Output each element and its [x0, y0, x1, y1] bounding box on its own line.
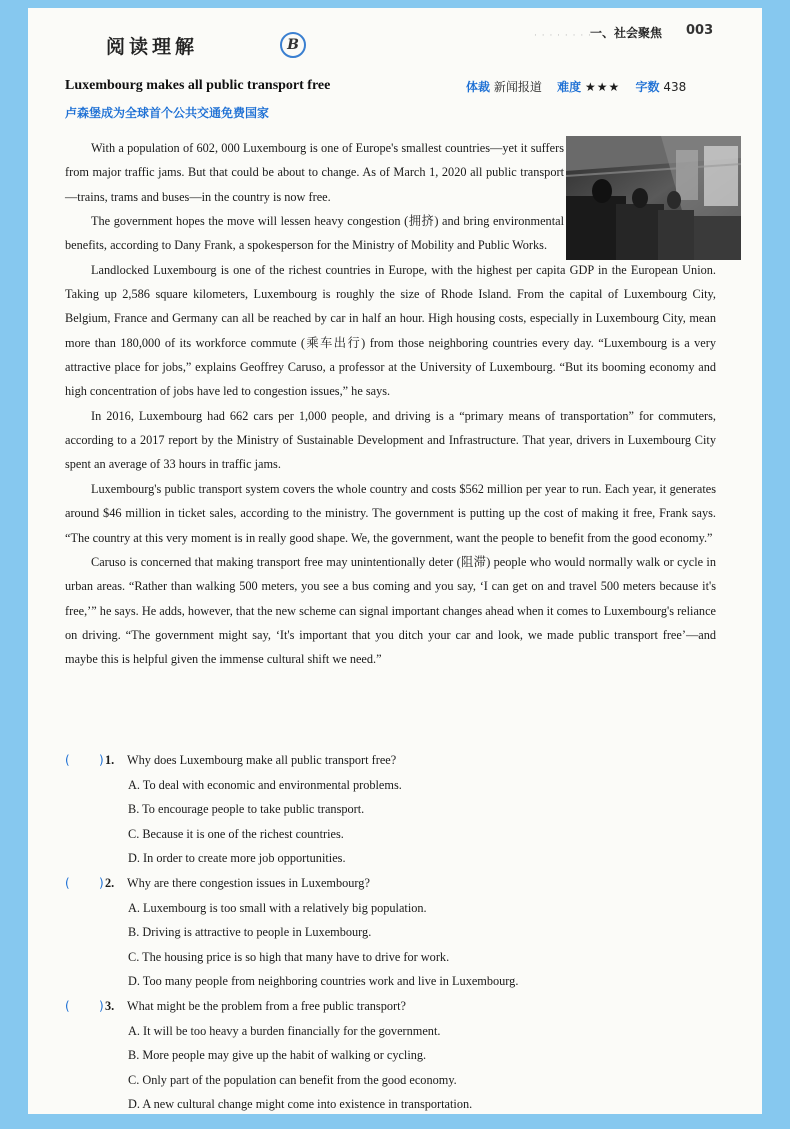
- option: [65, 1043, 735, 1068]
- option-text: B. To encourage people to take public transport.: [128, 802, 365, 817]
- question-text: What might be the problem from a free public transport?: [127, 998, 406, 1013]
- textbook-page: [28, 8, 762, 1114]
- question-1: [65, 748, 735, 773]
- question-2: [65, 871, 735, 896]
- option: [65, 1068, 735, 1093]
- option-text: D. A new cultural change might come into existence in transportation.: [128, 1097, 473, 1112]
- answer-blank[interactable]: [65, 871, 104, 896]
- open-paren: (: [65, 998, 70, 1013]
- answer-blank[interactable]: [65, 748, 104, 773]
- option-text: B. Driving is attractive to people in Luxembourg.: [128, 925, 372, 940]
- option-text: A. Luxembourg is too small with a relatively big population.: [128, 900, 427, 915]
- decorative-dots: · · · · · · · ·: [534, 31, 592, 41]
- option: [65, 1019, 735, 1044]
- option-text: C. The housing price is so high that many have to drive for work.: [128, 949, 450, 964]
- difficulty-label: 难度: [557, 80, 582, 94]
- paragraph: Landlocked Luxembourg is one of the richest countries in Europe, with the highest per capita GDP in the European Union. Taking up 2,586 square kilometers, Luxembourg is roughly the size of Rhode Island. From the capital of Luxembourg City, Belgium, France and Germany can all be reached by car in half an hour. High housing costs, especially in Luxembourg City, mean more than 180,000 of its workforce commute (乘车出行) from those neighboring countries every day. “Luxembourg is a very attractive place for jobs,” explains Geoffrey Caruso, a professor at the University of Luxembourg. “But its booming economy and high concentration of jobs have led to congestion issues,” he says.: [65, 262, 716, 399]
- option: [65, 822, 735, 847]
- question-number: 3.: [105, 998, 115, 1013]
- open-paren: (: [65, 875, 70, 890]
- option: [65, 896, 735, 921]
- open-paren: (: [65, 753, 70, 767]
- close-paren: ): [99, 875, 104, 890]
- page-header: [28, 8, 762, 66]
- genre-label: 体裁: [466, 80, 491, 94]
- article-body: [65, 136, 716, 672]
- option-text: A. To deal with economic and environmental problems.: [128, 777, 402, 792]
- article-meta: [466, 78, 686, 95]
- word-count-value: 438: [663, 80, 687, 94]
- option: [65, 1092, 735, 1117]
- answer-blank[interactable]: [65, 994, 104, 1019]
- option-text: D. In order to create more job opportunities.: [128, 851, 346, 866]
- option: [65, 920, 735, 945]
- question-3: [65, 994, 735, 1019]
- option: [65, 797, 735, 822]
- genre-value: 新闻报道: [493, 80, 542, 94]
- difficulty-stars: ★★★: [584, 80, 621, 94]
- word-count-label: 字数: [635, 80, 660, 94]
- article-subtitle: 卢森堡成为全球首个公共交通免费国家: [65, 106, 270, 120]
- option: [65, 969, 735, 994]
- option-text: D. Too many people from neighboring countries work and live in Luxembourg.: [128, 974, 519, 989]
- paragraph: The government hopes the move will lessen heavy congestion (拥挤) and bring environmental benefits, according to Dany Frank, a spokesperson for the Ministry of Mobility and Public Works.: [65, 214, 564, 253]
- option: [65, 846, 735, 871]
- option: [65, 773, 735, 798]
- section-title: 阅读理解: [106, 36, 199, 58]
- article-title: Luxembourg makes all public transport free: [65, 78, 331, 93]
- option: [65, 945, 735, 970]
- paragraph: In 2016, Luxembourg had 662 cars per 1,000 people, and driving is a “primary means of transportation” for commuters, according to a 2017 report by the Ministry of Sustainable Development and Infrastructure. That year, drivers in Luxembourg City spent an average of 33 hours in traffic jams.: [65, 408, 716, 472]
- close-paren: ): [99, 753, 104, 767]
- question-text: Why are there congestion issues in Luxembourg?: [127, 875, 370, 890]
- passage-letter-badge: B: [280, 32, 306, 58]
- paragraph: Caruso is concerned that making transport free may unintentionally deter (阻滞) people who would normally walk or cycle in urban areas. “Rather than walking 500 meters, you see a bus coming and you say, ‘I can get on and travel 500 meters because it's free,’” he says. He adds, however, that the new scheme can signal important changes ahead when it comes to Luxembourg's reliance on driving. “The government might say, ‘It's important that you ditch your car and look, we made public transport free’—and maybe this is helpful given the immense cultural shift we need.”: [65, 554, 716, 667]
- question-number: 1.: [105, 753, 115, 767]
- question-number: 2.: [105, 875, 115, 890]
- option-text: C. Only part of the population can benefit from the good economy.: [128, 1072, 457, 1087]
- paragraph: With a population of 602, 000 Luxembourg is one of Europe's smallest countries—yet it suffers from major traffic jams. But that could be about to change. As of March 1, 2020 all public transport—trains, trams and buses—in the country is now free.: [65, 141, 564, 204]
- questions-section: [65, 748, 735, 1117]
- paragraph: Luxembourg's public transport system covers the whole country and costs $562 million per year to run. Each year, it generates around $46 million in ticket sales, according to the ministry. The government is putting up the cost of making it free, Frank says. “The country at this very moment is in really good shape. We, the government, want the people to benefit from the good economy.”: [65, 481, 716, 545]
- close-paren: ): [99, 998, 104, 1013]
- option-text: B. More people may give up the habit of walking or cycling.: [128, 1048, 427, 1063]
- chapter-label: 一、社会聚焦: [590, 26, 663, 40]
- page-number: 003: [686, 23, 714, 38]
- question-text: Why does Luxembourg make all public transport free?: [127, 753, 397, 767]
- option-text: C. Because it is one of the richest countries.: [128, 826, 344, 841]
- option-text: A. It will be too heavy a burden financially for the government.: [128, 1023, 441, 1038]
